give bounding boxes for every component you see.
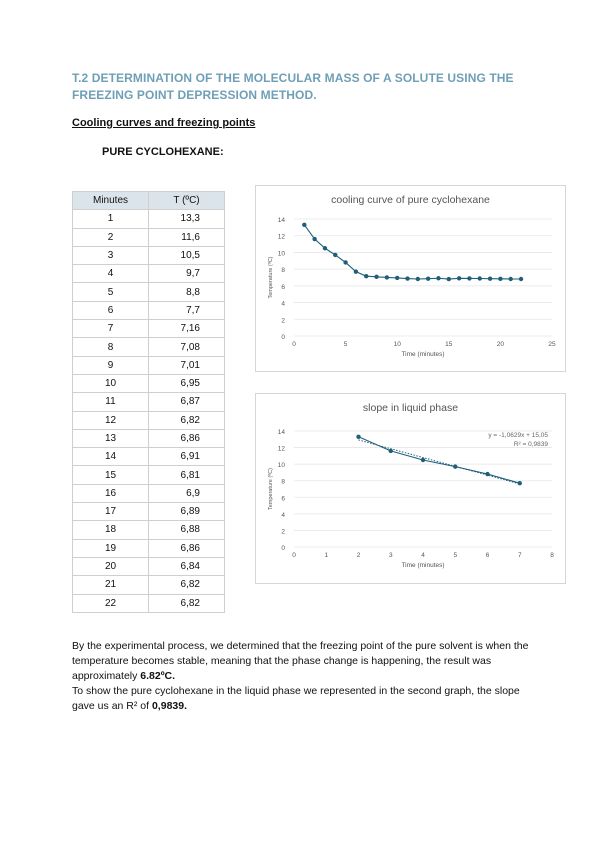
data-point: [354, 269, 358, 273]
temperature-cell: 6,91: [149, 448, 225, 466]
data-point: [323, 246, 327, 250]
table-row: [73, 210, 225, 228]
y-tick-label: 4: [281, 300, 285, 308]
table-row: [73, 448, 225, 466]
chart-cooling-curve: [255, 185, 566, 372]
temperature-cell: 6,95: [149, 374, 225, 392]
minutes-cell: 20: [73, 557, 149, 575]
table-row: [73, 539, 225, 557]
data-point: [453, 464, 457, 468]
x-tick-label: 25: [548, 341, 556, 348]
x-tick-label: 4: [421, 552, 425, 559]
table-row: [73, 576, 225, 594]
data-point: [302, 223, 306, 227]
data-point: [498, 277, 502, 281]
table-row: [73, 521, 225, 539]
data-point: [333, 253, 337, 257]
x-tick-label: 3: [388, 552, 393, 559]
chart-liquid-slope-svg: [256, 394, 565, 583]
data-point: [356, 435, 360, 439]
temperature-cell: 6,84: [149, 557, 225, 575]
y-tick-label: 0: [281, 334, 285, 341]
minutes-cell: 17: [73, 503, 149, 521]
x-tick-label: 0: [292, 552, 296, 559]
y-tick-label: 4: [281, 511, 285, 519]
y-axis-label: Temperature (ºC): [268, 256, 274, 299]
minutes-cell: 2: [73, 228, 149, 246]
x-tick-label: 15: [445, 341, 453, 348]
data-table: [72, 191, 225, 613]
x-tick-label: 10: [393, 341, 401, 348]
trendline: [359, 440, 520, 484]
chart-cooling-curve-svg: [256, 186, 565, 371]
y-tick-label: 6: [281, 283, 285, 291]
y-tick-label: 8: [281, 267, 285, 275]
minutes-cell: 9: [73, 356, 149, 374]
x-tick-label: 7: [517, 552, 522, 559]
data-point: [447, 277, 451, 281]
data-point: [364, 274, 368, 278]
x-tick-label: 1: [324, 552, 329, 559]
minutes-cell: 22: [73, 594, 149, 612]
data-point: [519, 277, 523, 281]
data-point: [312, 237, 316, 241]
table-row: [73, 393, 225, 411]
temperature-cell: 7,16: [149, 320, 225, 338]
temperature-cell: 6,82: [149, 576, 225, 594]
x-tick-label: 0: [292, 341, 296, 348]
minutes-cell: 15: [73, 466, 149, 484]
minutes-cell: 19: [73, 539, 149, 557]
x-axis-label: Time (minutes): [401, 562, 445, 569]
data-point: [467, 276, 471, 280]
data-point: [416, 277, 420, 281]
minutes-cell: 12: [73, 411, 149, 429]
x-axis-label: Time (minutes): [401, 351, 445, 358]
table-row: [73, 557, 225, 575]
y-tick-label: 0: [281, 545, 285, 552]
table-row: [73, 411, 225, 429]
x-tick-label: 20: [496, 341, 505, 348]
minutes-cell: 16: [73, 484, 149, 502]
minutes-cell: 7: [73, 320, 149, 338]
p1-text: By the experimental process, we determined that the freezing point of the pure solvent is when the temperature becomes stable, meaning that the phase change is happening, the result was approximately: [72, 640, 529, 682]
table-body: [73, 210, 225, 613]
chart-title: slope in liquid phase: [362, 402, 459, 414]
minutes-cell: 8: [73, 338, 149, 356]
data-point: [509, 277, 513, 281]
table-row: [73, 429, 225, 447]
temperature-cell: 6,82: [149, 411, 225, 429]
minutes-cell: 6: [73, 301, 149, 319]
temperature-cell: 6,9: [149, 484, 225, 502]
column-header-temperature: T (ºC): [149, 192, 225, 210]
y-tick-label: 12: [277, 445, 285, 453]
temperature-cell: 6,81: [149, 466, 225, 484]
minutes-cell: 14: [73, 448, 149, 466]
y-tick-label: 10: [277, 250, 285, 258]
paragraph-slope: [72, 684, 542, 714]
minutes-cell: 4: [73, 265, 149, 283]
x-tick-label: 2: [356, 552, 361, 559]
table-row: [73, 246, 225, 264]
temperature-cell: 6,82: [149, 594, 225, 612]
data-point: [488, 276, 492, 280]
temperature-cell: 6,89: [149, 503, 225, 521]
y-axis-label: Temperature (ºC): [268, 467, 274, 511]
data-point: [374, 275, 378, 279]
minutes-cell: 3: [73, 246, 149, 264]
temperature-cell: 7,7: [149, 301, 225, 319]
trendline-equation: y = -1,0629x + 15,05: [488, 432, 548, 439]
data-point: [436, 276, 440, 280]
temperature-cell: 7,08: [149, 338, 225, 356]
table-row: [73, 374, 225, 392]
temperature-cell: 6,88: [149, 521, 225, 539]
data-point: [395, 276, 399, 280]
temperature-cell: 7,01: [149, 356, 225, 374]
table-row: [73, 356, 225, 374]
y-tick-label: 8: [281, 478, 285, 486]
minutes-cell: 21: [73, 576, 149, 594]
y-tick-label: 2: [281, 528, 285, 536]
x-tick-label: 6: [485, 552, 490, 559]
column-header-minutes: Minutes: [73, 192, 149, 210]
data-point: [405, 276, 409, 280]
section-label: PURE CYCLOHEXANE:: [102, 146, 224, 158]
y-tick-label: 14: [277, 217, 285, 224]
temperature-cell: 13,3: [149, 210, 225, 228]
y-tick-label: 2: [281, 317, 285, 325]
y-tick-label: 10: [277, 462, 285, 470]
minutes-cell: 10: [73, 374, 149, 392]
minutes-cell: 13: [73, 429, 149, 447]
temperature-cell: 6,86: [149, 539, 225, 557]
table-row: [73, 320, 225, 338]
chart-liquid-slope: [255, 393, 566, 584]
table-header-row: [73, 192, 225, 210]
x-tick-label: 5: [343, 341, 348, 348]
x-tick-label: 8: [550, 552, 554, 559]
freezing-point-value: 6.82ºC.: [140, 670, 176, 682]
temperature-cell: 9,7: [149, 265, 225, 283]
temperature-cell: 8,8: [149, 283, 225, 301]
p2-text: To show the pure cyclohexane in the liquid phase we represented in the second graph, the slope gave us an R² of: [72, 685, 520, 712]
y-tick-label: 14: [277, 429, 285, 436]
data-point: [421, 458, 425, 462]
minutes-cell: 5: [73, 283, 149, 301]
data-point: [485, 472, 489, 476]
trendline-r2: R² = 0,9839: [513, 441, 548, 448]
y-tick-label: 12: [277, 233, 285, 241]
minutes-cell: 11: [73, 393, 149, 411]
table-row: [73, 484, 225, 502]
table-row: [73, 228, 225, 246]
paragraph-freezing-point: [72, 639, 542, 684]
table-row: [73, 466, 225, 484]
temperature-cell: 6,86: [149, 429, 225, 447]
table-row: [73, 338, 225, 356]
data-point: [457, 276, 461, 280]
temperature-cell: 11,6: [149, 228, 225, 246]
data-point: [426, 276, 430, 280]
data-point: [343, 260, 347, 264]
minutes-cell: 18: [73, 521, 149, 539]
series-line: [359, 437, 520, 483]
table-row: [73, 283, 225, 301]
data-point: [389, 449, 393, 453]
data-point: [385, 275, 389, 279]
temperature-cell: 10,5: [149, 246, 225, 264]
section-subheading: Cooling curves and freezing points: [72, 117, 256, 129]
x-tick-label: 5: [453, 552, 458, 559]
data-point: [478, 276, 482, 280]
data-point: [518, 481, 522, 485]
table-row: [73, 301, 225, 319]
temperature-cell: 6,87: [149, 393, 225, 411]
conclusion-paragraph: [72, 639, 542, 714]
y-tick-label: 6: [281, 495, 285, 503]
series-line: [304, 225, 521, 279]
r2-value: 0,9839.: [151, 700, 188, 712]
page-title: T.2 DETERMINATION OF THE MOLECULAR MASS OF A SOLUTE USING THE FREEZING POINT DEPRESSION METHOD.: [72, 71, 514, 102]
minutes-cell: 1: [73, 210, 149, 228]
table-row: [73, 503, 225, 521]
chart-title: cooling curve of pure cyclohexane: [331, 194, 490, 206]
table-row: [73, 265, 225, 283]
table-row: [73, 594, 225, 612]
